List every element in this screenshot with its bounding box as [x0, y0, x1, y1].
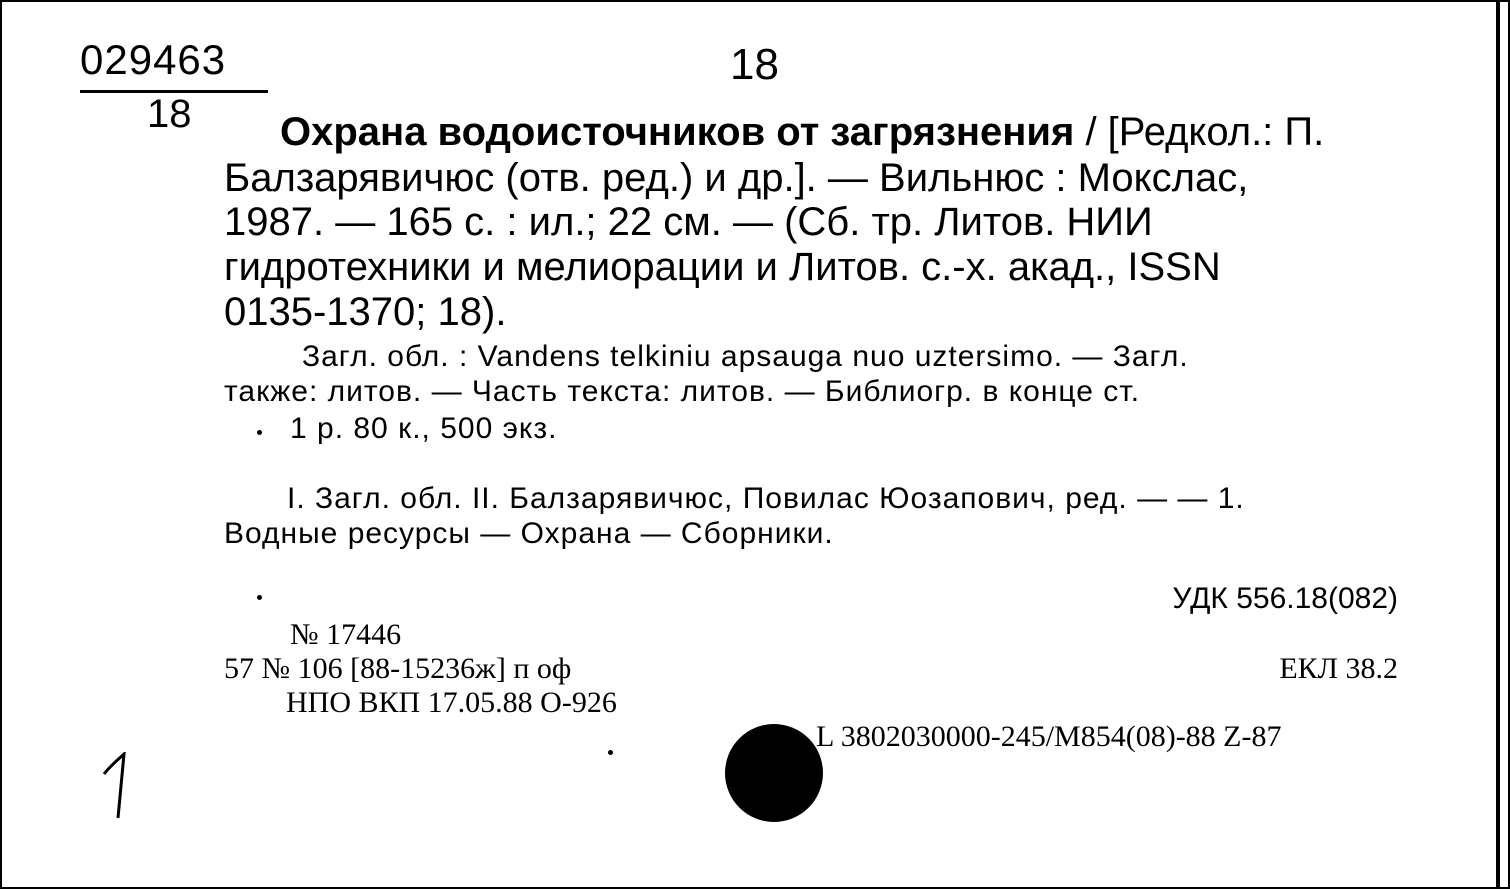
note-line-1: Загл. обл. : Vandens telkiniu apsauga nuo uztersimo. — Загл.: [302, 340, 1189, 373]
accession-number: № 17446: [290, 618, 402, 651]
order-line: 57 № 106 [88-15236ж] п оф: [224, 652, 572, 685]
ink-blot: [725, 724, 823, 822]
book-title: Охрана водоисточников от загрязнения: [280, 110, 1075, 154]
ekl-code: ЕКЛ 38.2: [1279, 652, 1398, 685]
tracing-line-1: I. Загл. обл. II. Балзарявичюс, Повилас Юозапович, ред. — — 1.: [287, 482, 1245, 515]
title-line-2: Балзарявичюс (отв. ред.) и др.]. — Вильнюс : Мокслас,: [224, 156, 1249, 200]
speck: [257, 595, 262, 600]
price-line: 1 р. 80 к., 500 экз.: [290, 412, 558, 445]
printer-line: НПО ВКП 17.05.88 О-926: [286, 686, 617, 719]
note-line-2: также: литов. — Часть текста: литов. — Библиогр. в конце ст.: [224, 375, 1141, 408]
call-number-bottom: 18: [147, 92, 192, 136]
speck: [257, 430, 262, 435]
card-edge: [1496, 0, 1500, 889]
title-line-5: 0135-1370; 18).: [224, 290, 507, 334]
title-line-3: 1987. — 165 с. : ил.; 22 см. — (Сб. тр. Литов. НИИ: [224, 200, 1153, 244]
title-line-4: гидротехники и мелиорации и Литов. с.-х. акад., ISSN: [224, 245, 1221, 289]
editors-start: / [Редкол.: П.: [1074, 110, 1325, 154]
udc-code: УДК 556.18(082): [1172, 582, 1398, 615]
catalog-code: L 3802030000-245/М854(08)-88 Z-87: [816, 720, 1282, 753]
volume-number: 18: [730, 40, 779, 89]
title-line-1: [280, 110, 1324, 155]
speck: [608, 750, 613, 755]
call-number-top: 029463: [80, 36, 227, 83]
tracing-line-2: Водные ресурсы — Охрана — Сборники.: [224, 517, 834, 550]
handwritten-mark-icon: [98, 752, 138, 822]
